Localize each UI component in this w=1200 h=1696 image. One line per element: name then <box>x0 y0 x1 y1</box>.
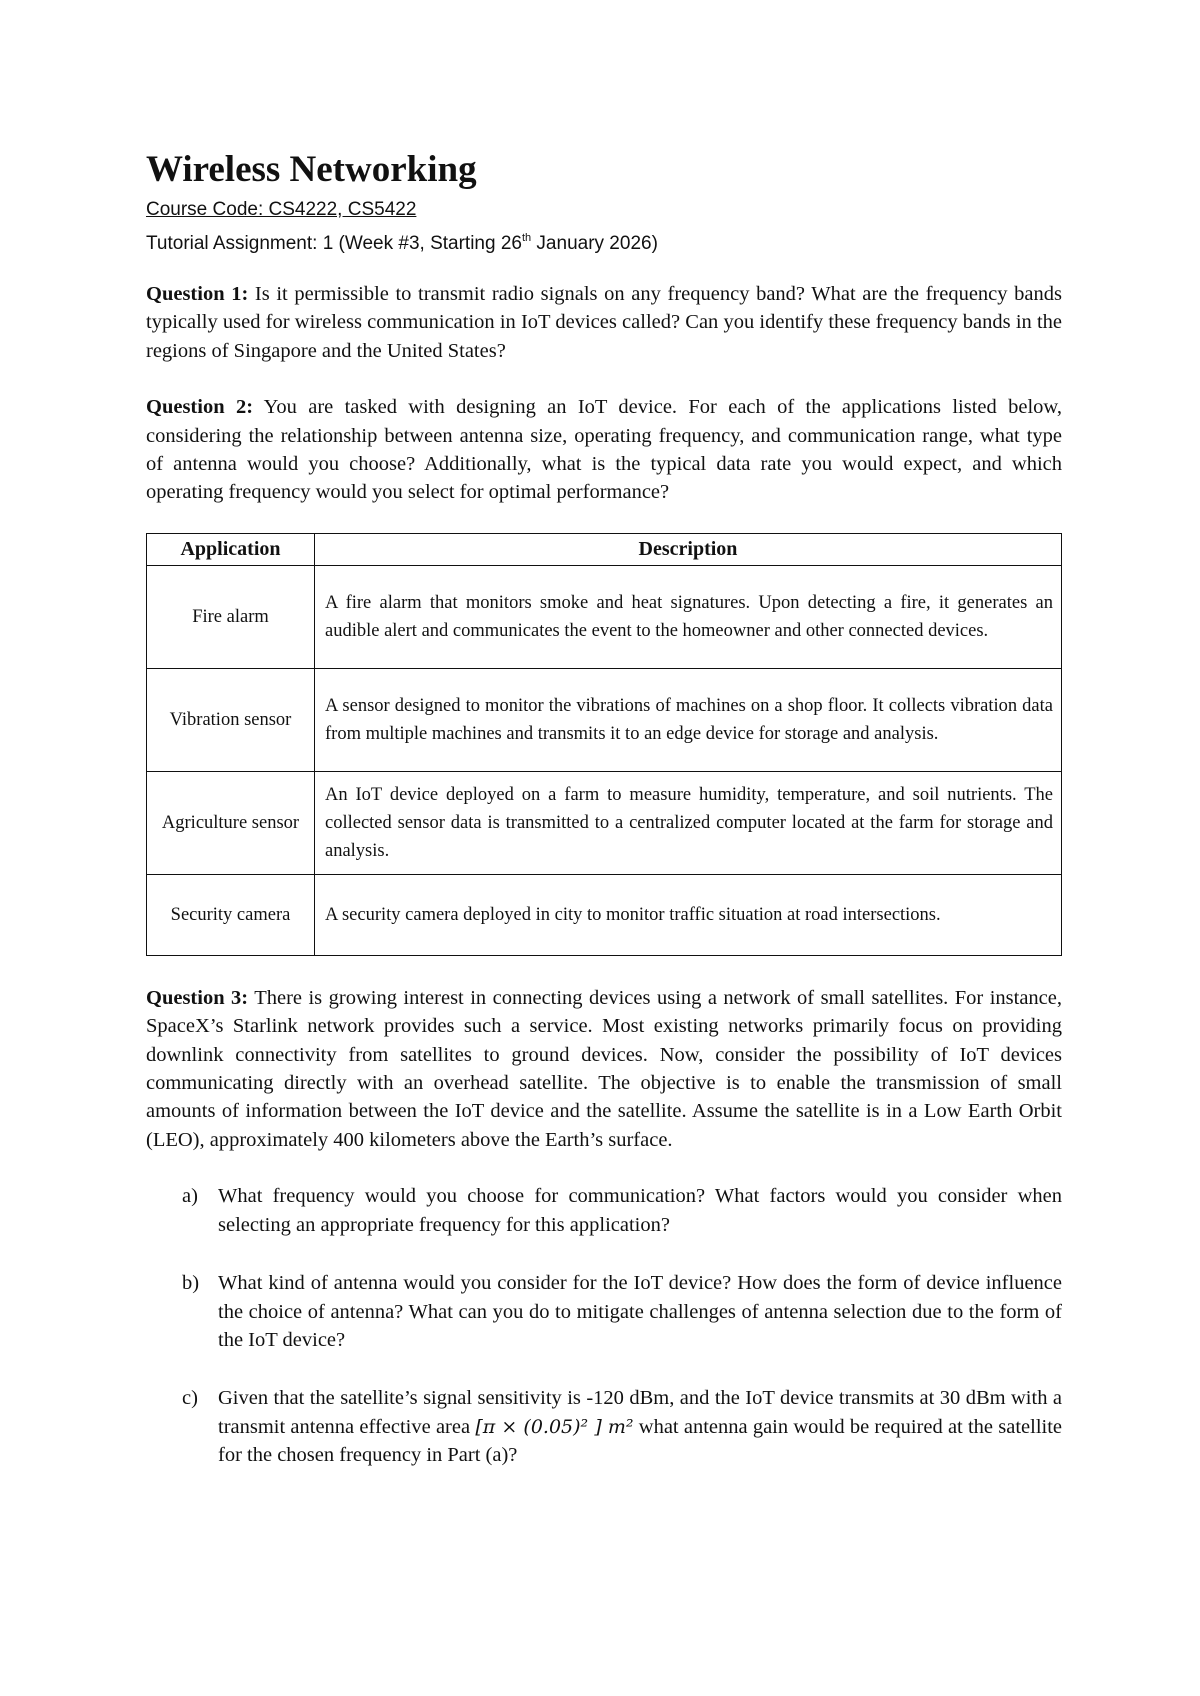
tutorial-info-prefix: Tutorial Assignment: 1 (Week #3, Starting 26 <box>146 233 522 254</box>
table-row <box>147 668 1062 771</box>
header-description: Description <box>315 533 1062 565</box>
table-row <box>147 771 1062 874</box>
part-text: What kind of antenna would you consider for the IoT device? How does the form of device influence the choice of antenna? What can you do to mitigate challenges of antenna selection due to the form of the IoT device? <box>218 1272 1062 1351</box>
document-page <box>146 146 1062 1500</box>
tutorial-info-suffix: January 2026) <box>531 233 658 254</box>
application-cell: Fire alarm <box>147 565 315 668</box>
question-2-text: You are tasked with designing an IoT device. For each of the applications listed below, considering the relationship between antenna size, operating frequency, and communication range, what type of antenna would you choose? Additionally, what is the typical data rate you would expect, and which operating frequency would you select for optimal performance? <box>146 396 1062 504</box>
application-cell: Vibration sensor <box>147 668 315 771</box>
question-1-label: Question 1: <box>146 283 249 305</box>
list-item <box>146 1269 1062 1354</box>
question-3-text: There is growing interest in connecting devices using a network of small satellites. For instance, SpaceX’s Starlink network provides such a service. Most existing networks primarily focus on providing downlink connectivity from satellites to ground devices. Now, consider the possibility of IoT devices communicating directly with an overhead satellite. The objective is to enable the transmission of small amounts of information between the IoT device and the satellite. Assume the satellite is in a Low Earth Orbit (LEO), approximately 400 kilometers above the Earth’s surface. <box>146 986 1062 1151</box>
list-item <box>146 1182 1062 1239</box>
part-text-before: Given that the satellite’s signal sensitivity is -120 dBm, and the IoT device transmits at 30 dBm with a transmit antenna effective area <box>218 1387 1062 1438</box>
part-label: c) <box>182 1387 198 1410</box>
list-item <box>146 1384 1062 1469</box>
question-1 <box>146 280 1062 365</box>
tutorial-info-sup: th <box>521 232 532 244</box>
area-formula: [π × (0.05)² ] m² <box>475 1415 634 1438</box>
question-3-label: Question 3: <box>146 986 249 1009</box>
part-label: b) <box>182 1272 200 1295</box>
part-label: a) <box>182 1185 198 1208</box>
question-1-text: Is it permissible to transmit radio signals on any frequency band? What are the frequency bands typically used for wireless communication in IoT devices called? Can you identify these frequency bands in the regions of Singapore and the United States? <box>146 283 1062 362</box>
applications-table <box>146 533 1062 956</box>
description-cell: A sensor designed to monitor the vibrations of machines on a shop floor. It collects vibration data from multiple machines and transmits it to an edge device for storage and analysis. <box>315 668 1062 771</box>
description-cell: An IoT device deployed on a farm to measure humidity, temperature, and soil nutrients. The collected sensor data is transmitted to a centralized computer located at the farm for storage and analysis. <box>315 771 1062 874</box>
table-row <box>147 565 1062 668</box>
application-cell: Security camera <box>147 874 315 955</box>
part-text <box>218 1384 1062 1469</box>
question-2-label: Question 2: <box>146 396 254 419</box>
part-text: What frequency would you choose for communication? What factors would you consider when selecting an appropriate frequency for this application? <box>218 1185 1062 1236</box>
question-3 <box>146 984 1062 1154</box>
header-application: Application <box>147 533 315 565</box>
course-code: Course Code: CS4222, CS5422 <box>146 199 417 220</box>
tutorial-info <box>146 230 1062 258</box>
document-title: Wireless Networking <box>146 149 477 190</box>
table-header-row <box>147 533 1062 565</box>
question-2 <box>146 393 1062 507</box>
description-cell: A fire alarm that monitors smoke and heat signatures. Upon detecting a fire, it generates an audible alert and communicates the event to the homeowner and other connected devices. <box>315 565 1062 668</box>
table-row <box>147 874 1062 955</box>
application-cell: Agriculture sensor <box>147 771 315 874</box>
part-text-after: what antenna gain would be required at the satellite for the chosen frequency in Part (a)? <box>218 1415 1063 1467</box>
description-cell: A security camera deployed in city to monitor traffic situation at road intersections. <box>315 874 1062 955</box>
question-3-parts <box>146 1182 1062 1469</box>
